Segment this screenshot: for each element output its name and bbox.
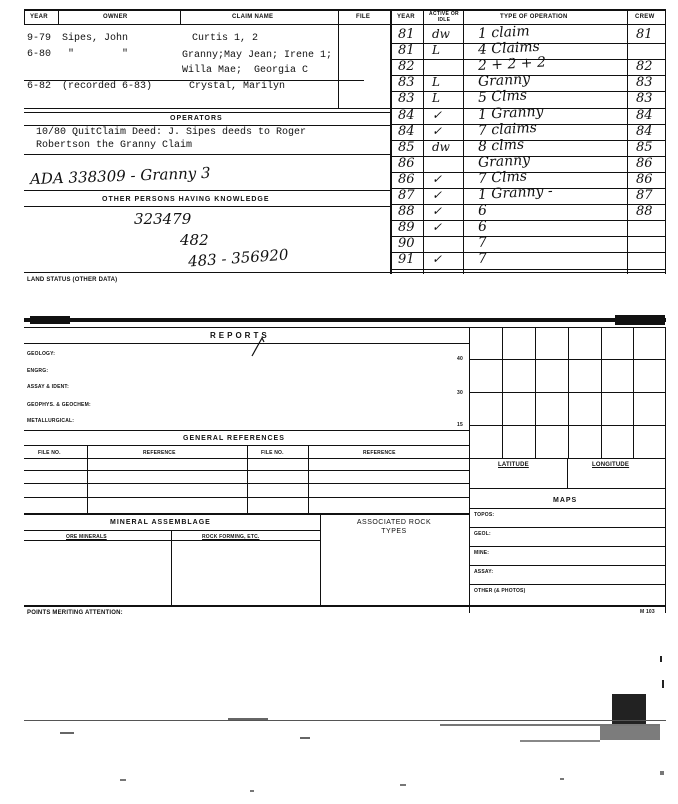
ops-active-idle: ✓ bbox=[432, 107, 443, 122]
ops-crew: 87 bbox=[636, 188, 653, 203]
longitude-label: LONGITUDE bbox=[592, 462, 630, 468]
ops-row-divider bbox=[392, 236, 666, 237]
ops-crew: 83 bbox=[636, 75, 653, 91]
ops-type-of-operation: 6 bbox=[477, 218, 488, 236]
ops-type-of-operation: 4 Claims bbox=[477, 38, 541, 59]
ops-active-idle: L bbox=[432, 43, 440, 58]
latitude-label: LATITUDE bbox=[498, 462, 529, 468]
maps-assay-label: ASSAY: bbox=[474, 569, 494, 575]
ops-crew: 82 bbox=[636, 59, 653, 75]
ops-type-of-operation: 1 Granny bbox=[477, 103, 544, 123]
ops-active-idle: L bbox=[432, 75, 440, 90]
ops-type-of-operation: 7 bbox=[477, 250, 488, 268]
grid-hline bbox=[469, 392, 666, 393]
ops-crew: 81 bbox=[636, 27, 653, 42]
mine-label: MINE: bbox=[474, 550, 490, 556]
grid-hline bbox=[469, 425, 666, 426]
ops-type-of-operation: 5 Clms bbox=[477, 87, 528, 107]
ops-crew: 85 bbox=[636, 139, 653, 155]
claim-name-header: CLAIM NAME bbox=[232, 14, 274, 20]
assay-label: ASSAY & IDENT: bbox=[27, 384, 69, 390]
ops-year-header: YEAR bbox=[397, 14, 415, 20]
grid-hline bbox=[469, 359, 666, 360]
ops-crew: 84 bbox=[636, 123, 653, 139]
reports-num-30: 30 bbox=[457, 390, 463, 396]
owner-date-1: 9-79 bbox=[27, 33, 52, 44]
geology-label: GEOLOGY: bbox=[27, 351, 56, 357]
ops-type-of-operation: Granny bbox=[477, 71, 531, 91]
ops-crew: 86 bbox=[636, 155, 653, 171]
ops-type-of-operation: 7 claims bbox=[477, 119, 538, 139]
ops-active-idle: ✓ bbox=[432, 204, 443, 219]
ops-year: 85 bbox=[398, 139, 415, 155]
ops-crew: 84 bbox=[636, 107, 653, 123]
topos-label: TOPOS: bbox=[474, 512, 495, 518]
operators-handwritten-note: ADA 338309 - Granny 3 bbox=[29, 163, 211, 189]
reports-num-40: 40 bbox=[457, 356, 463, 362]
other-persons-note-1: 323479 bbox=[134, 210, 192, 228]
owner-name-3: (recorded 6-83) bbox=[62, 81, 153, 92]
ops-crew: 86 bbox=[636, 171, 653, 187]
claim-name-2b: Willa Mae; Georgia C bbox=[182, 65, 309, 76]
ops-type-of-operation: Granny bbox=[477, 152, 531, 171]
rock-forming-label: ROCK FORMING, ETC. bbox=[202, 534, 260, 540]
claim-name-1: Curtis 1, 2 bbox=[192, 33, 259, 44]
ops-year: 86 bbox=[398, 171, 415, 187]
ops-year: 89 bbox=[398, 220, 415, 236]
year-header: YEAR bbox=[30, 14, 48, 20]
reports-pen-mark bbox=[250, 336, 270, 358]
other-photos-label: OTHER (& PHOTOS) bbox=[474, 588, 526, 594]
file-header: FILE bbox=[356, 14, 371, 20]
ops-year: 88 bbox=[398, 204, 415, 220]
owner-name-2: " bbox=[68, 49, 75, 60]
ops-year: 87 bbox=[398, 188, 415, 203]
maps-title: MAPS bbox=[553, 497, 578, 504]
owner-date-3: 6-82 bbox=[27, 81, 52, 92]
ops-active-idle: L bbox=[432, 91, 440, 106]
owner-date-2: 6-80 bbox=[27, 49, 52, 60]
active-idle-header: ACTIVE OR IDLE bbox=[429, 11, 459, 23]
general-references-title: GENERAL REFERENCES bbox=[183, 435, 285, 442]
operators-title: OPERATORS bbox=[170, 115, 223, 122]
claim-name-2: Granny;May Jean; Irene 1; bbox=[182, 50, 333, 61]
associated-rock-types-title: ASSOCIATED ROCK TYPES bbox=[356, 519, 432, 535]
ops-type-of-operation: 7 Clms bbox=[477, 168, 528, 187]
operators-line-1: 10/80 QuitClaim Deed: J. Sipes deeds to Roger bbox=[36, 127, 307, 138]
ops-type-of-operation: 7 bbox=[477, 234, 488, 252]
mineral-assemblage-title: MINERAL ASSEMBLAGE bbox=[110, 519, 211, 526]
geol-label: GEOL: bbox=[474, 531, 491, 537]
ops-type-of-operation: 1 claim bbox=[477, 23, 531, 42]
ops-year: 82 bbox=[398, 59, 415, 75]
ops-active-idle: ✓ bbox=[432, 252, 443, 267]
ops-active-idle: ✓ bbox=[432, 171, 443, 186]
owner-name-2b: " bbox=[122, 49, 129, 60]
form-number: M 103 bbox=[640, 609, 655, 615]
ops-active-idle: ✓ bbox=[432, 220, 443, 235]
engrg-label: ENGRG: bbox=[27, 368, 49, 374]
gr-reference-2: REFERENCE bbox=[363, 450, 396, 456]
points-meriting-attention: POINTS MERITING ATTENTION: bbox=[27, 610, 123, 616]
reports-title: REPORTS bbox=[210, 331, 270, 340]
ops-crew: 88 bbox=[636, 204, 653, 220]
gr-reference-1: REFERENCE bbox=[143, 450, 176, 456]
other-persons-note-2: 482 bbox=[180, 231, 209, 249]
ops-year: 84 bbox=[398, 123, 415, 139]
ops-year: 90 bbox=[398, 236, 415, 252]
ops-year: 83 bbox=[398, 91, 415, 107]
owner-header: OWNER bbox=[103, 14, 128, 20]
ops-type-of-operation: 2 + 2 + 2 bbox=[477, 54, 547, 75]
metallurgical-label: METALLURGICAL: bbox=[27, 418, 75, 424]
ops-type-of-operation: 1 Granny - bbox=[477, 183, 554, 203]
ops-year: 84 bbox=[398, 107, 415, 123]
ops-year: 91 bbox=[398, 252, 415, 268]
ops-active-idle: dw bbox=[432, 27, 450, 41]
other-persons-note-3: 483 - 356920 bbox=[187, 245, 290, 271]
ops-type-of-operation: 8 clms bbox=[477, 136, 525, 155]
ops-active-idle: dw bbox=[432, 139, 450, 154]
gr-file-no-1: FILE NO. bbox=[38, 450, 61, 456]
ops-active-idle: ✓ bbox=[432, 123, 443, 138]
ops-type-of-operation: 6 bbox=[477, 202, 488, 220]
other-persons-title: OTHER PERSONS HAVING KNOWLEDGE bbox=[102, 196, 270, 203]
ops-year: 81 bbox=[398, 27, 415, 42]
ops-year: 81 bbox=[398, 43, 415, 59]
reports-num-15: 15 bbox=[457, 422, 463, 428]
type-operation-header: TYPE OF OPERATION bbox=[500, 14, 568, 20]
gr-file-no-2: FILE NO. bbox=[261, 450, 284, 456]
owner-name-1: Sipes, John bbox=[62, 33, 129, 44]
ops-year: 83 bbox=[398, 75, 415, 91]
operators-line-2: Robertson the Granny Claim bbox=[36, 140, 193, 151]
ore-minerals-label: ORE MINERALS bbox=[66, 534, 107, 540]
crew-header: CREW bbox=[635, 14, 655, 20]
ops-crew: 83 bbox=[636, 91, 653, 107]
ops-year: 86 bbox=[398, 155, 415, 171]
geophys-label: GEOPHYS. & GEOCHEM: bbox=[27, 402, 91, 408]
claim-name-3: Crystal, Marilyn bbox=[189, 81, 286, 92]
ops-active-idle: ✓ bbox=[432, 188, 443, 202]
land-status-label: LAND STATUS (OTHER DATA) bbox=[27, 277, 118, 283]
ops-row-divider bbox=[392, 269, 666, 270]
